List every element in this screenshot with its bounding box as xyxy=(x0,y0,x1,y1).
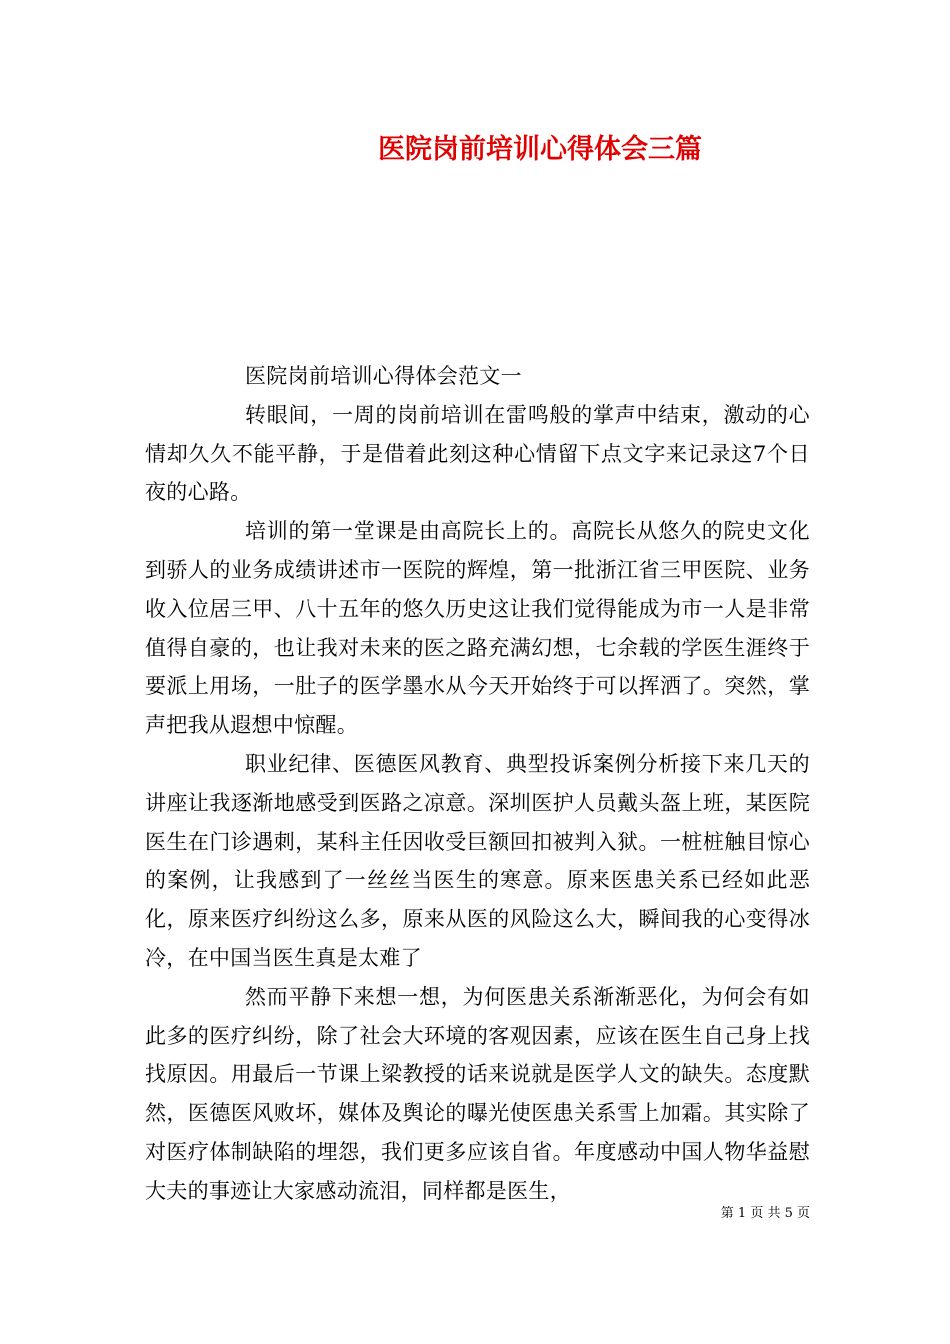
section-heading: 医院岗前培训心得体会范文一 xyxy=(245,364,522,388)
page-number: 第 1 页 共 5 页 xyxy=(720,1206,810,1221)
paragraph-1: 转眼间，一周的岗前培训在雷鸣般的掌声中结束，激动的心情却久久不能平静，于是借着此刻这种心情留下点文字来记录这7个日夜的心路。 xyxy=(145,402,810,505)
document-title: 医院岗前培训心得体会三篇 xyxy=(378,134,702,165)
paragraph-3: 职业纪律、医德医风教育、典型投诉案例分析接下来几天的讲座让我逐渐地感受到医路之凉意。深圳医护人员戴头盔上班，某医院医生在门诊遇刺，某科主任因收受巨额回扣被判入狱。一桩桩触目惊心的案例，让我感到了一丝丝当医生的寒意。原来医患关系已经如此恶化，原来医疗纠纷这么多，原来从医的风险这么大，瞬间我的心变得冰冷，在中国当医生真是太难了 xyxy=(145,751,810,970)
document-body xyxy=(145,357,810,1211)
paragraph-4: 然而平静下来想一想，为何医患关系渐渐恶化，为何会有如此多的医疗纠纷，除了社会大环境的客观因素，应该在医生自己身上找找原因。用最后一节课上梁教授的话来说就是医学人文的缺失。态度默然，医德医风败坏，媒体及舆论的曝光使医患关系雪上加霜。其实除了对医疗体制缺陷的埋怨，我们更多应该自省。年度感动中国人物华益慰大夫的事迹让大家感动流泪，同样都是医生， xyxy=(145,984,810,1203)
paragraph-2: 培训的第一堂课是由高院长上的。高院长从悠久的院史文化到骄人的业务成绩讲述市一医院的辉煌，第一批浙江省三甲医院、业务收入位居三甲、八十五年的悠久历史这让我们觉得能成为市一人是非常值得自豪的，也让我对未来的医之路充满幻想，七余载的学医生涯终于要派上用场，一肚子的医学墨水从今天开始终于可以挥洒了。突然，掌声把我从遐想中惊醒。 xyxy=(145,519,810,738)
